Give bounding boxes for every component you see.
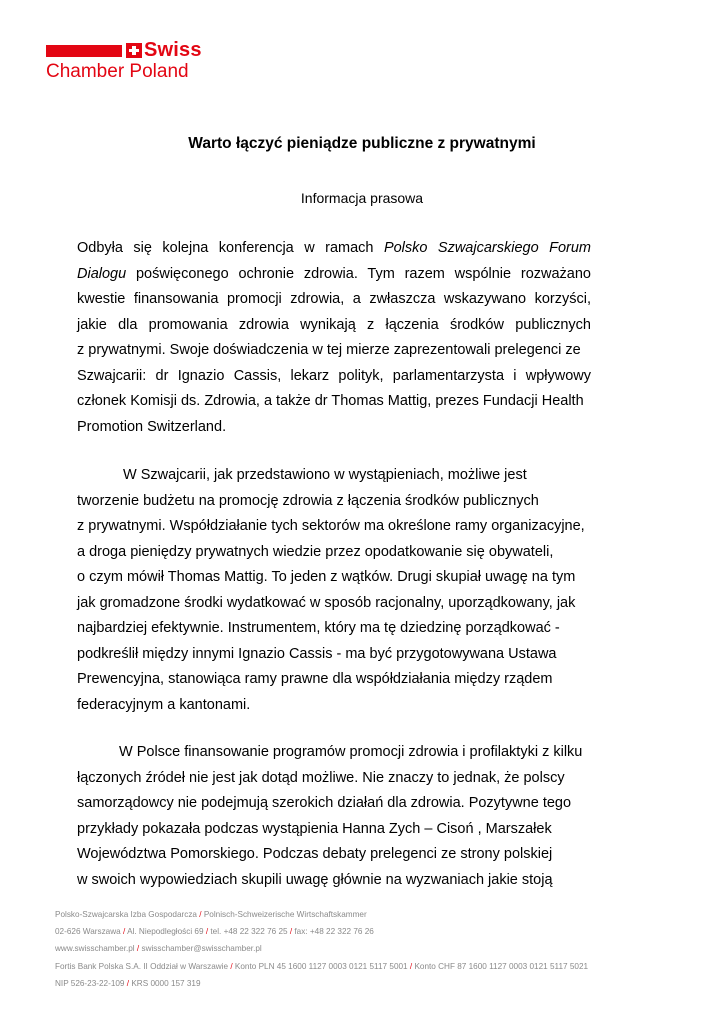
paragraph-line: federacyjnym a kantonami. — [77, 696, 251, 713]
paragraph-3 — [77, 740, 591, 893]
footer-line: Fortis Bank Polska S.A. II Oddział w Warszawie / Konto PLN 45 1600 1127 0003 0121 5117 5001 / Konto CHF 87 1600 1127 0003 0121 5117 5021 — [55, 961, 589, 971]
paragraph-line: z prywatnymi. Swoje doświadczenia w tej mierze zaprezentowali prelegenci ze — [77, 342, 581, 358]
paragraph-line: samorządowcy nie podejmują szerokich działań dla zdrowia. Pozytywne tego — [77, 795, 572, 811]
paragraph-line: o czym mówił Thomas Mattig. To jeden z wątków. Drugi skupiał uwagę na tym — [77, 569, 576, 585]
paragraph-line: najbardziej efektywnie. Instrumentem, który ma tę dziedzinę porządkować - — [77, 620, 560, 636]
paragraph-line: Dialogu poświęconego ochronie zdrowia. Tym razem wspólnie rozważano — [77, 265, 591, 282]
paragraph-line: w swoich wypowiedziach skupili uwagę głównie na wyzwaniach jakie stoją — [77, 871, 553, 888]
email-link[interactable]: swisschamber@swisschamber.pl — [141, 944, 262, 954]
paragraph-line: jakie dla promowania zdrowia wynikają z łączenia środków publicznych — [77, 316, 591, 333]
paragraph-line: Szwajcarii: dr Ignazio Cassis, lekarz polityk, parlamentarzysta i wpływowy — [77, 367, 591, 384]
paragraph-line: członek Komisji ds. Zdrowia, a także dr Thomas Mattig, prezes Fundacji Health — [77, 393, 584, 409]
paragraph-1 — [77, 236, 591, 440]
paragraph-line: Prewencyjna, stanowiąca ramy prawne dla współdziałania między rządem — [77, 671, 553, 687]
logo-swiss-text: Swiss — [144, 39, 202, 61]
paragraph-line: jak gromadzone środki wydatkować w sposób racjonalny, uporządkowany, jak — [77, 594, 576, 611]
paragraph-2 — [77, 463, 591, 718]
paragraph-line: Promotion Switzerland. — [77, 418, 227, 435]
paragraph-line: z prywatnymi. Współdziałanie tych sektorów ma określone ramy organizacyjne, — [77, 518, 585, 534]
paragraph-line: W Szwajcarii, jak przedstawiono w wystąpieniach, możliwe jest — [123, 467, 527, 483]
paragraph-line: tworzenie budżetu na promocję zdrowia z łączenia środków publicznych — [77, 492, 539, 509]
footer-line: NIP 526-23-22-109 / KRS 0000 157 319 — [55, 978, 201, 988]
document-title: Warto łączyć pieniądze publiczne z prywatnymi — [188, 135, 536, 152]
paragraph-line: przykłady pokazała podczas wystąpienia Hanna Zych – Cisoń , Marszałek — [77, 820, 552, 837]
logo-chamber-text: Chamber Poland — [46, 61, 189, 82]
document-subtitle: Informacja prasowa — [300, 190, 424, 206]
paragraph-line: kwestie finansowania promocji zdrowia, a zwłaszcza wskazywano korzyści, — [77, 291, 591, 307]
logo-red-bar — [46, 45, 122, 57]
paragraph-line: Województwa Pomorskiego. Podczas debaty prelegenci ze strony polskiej — [77, 846, 553, 862]
paragraph-line: Odbyła się kolejna konferencja w ramach Polsko Szwajcarskiego Forum — [77, 240, 591, 256]
paragraph-line: a droga pieniędzy prywatnych wiedzie przez opodatkowanie się obywateli, — [77, 543, 554, 560]
footer-line: Polsko-Szwajcarska Izba Gospodarcza / Polnisch-Schweizerische Wirtschaftskammer — [55, 910, 367, 919]
swiss-chamber-logo — [46, 39, 246, 86]
paragraph-line: podkreślił między innymi Ignazio Cassis - ma być przygotowywana Ustawa — [77, 645, 557, 662]
website-link[interactable]: www.swisschamber.pl — [55, 944, 135, 954]
footer-line: www.swisschamber.pl / swisschamber@swisschamber.pl — [55, 944, 262, 954]
footer — [55, 906, 588, 992]
paragraph-line: łączonych źródeł nie jest jak dotąd możliwe. Nie znaczy to jednak, że polscy — [77, 769, 565, 786]
footer-line: 02-626 Warszawa / Al. Niepodległości 69 / tel. +48 22 322 76 25 / fax: +48 22 322 76 26 — [55, 927, 374, 937]
paragraph-line: W Polsce finansowanie programów promocji zdrowia i profilaktyki z kilku — [119, 744, 583, 760]
swiss-cross-icon — [126, 43, 142, 58]
